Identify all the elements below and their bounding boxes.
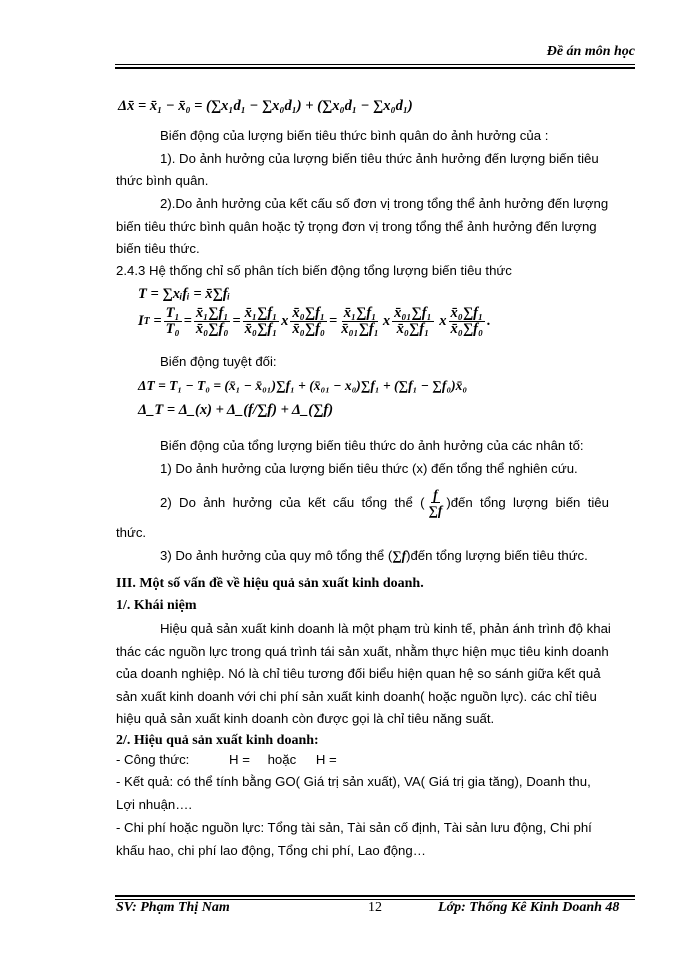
- section-heading-2: 2/. Hiệu quả sản xuất kinh doanh:: [116, 733, 319, 748]
- paragraph-line: 1) Do ảnh hưởng của lượng biến tiêu thức (x) đến tổng thể nghiên cứu.: [160, 461, 578, 476]
- bullet-line: - Kết quả: có thể tính bằng GO( Giá trị sản xuất), VA( Giá trị gia tăng), Doanh thu,: [116, 774, 591, 789]
- paragraph-line: Lợi nhuận….: [116, 797, 193, 812]
- paragraph-line: Biến động của tổng lượng biến tiêu thức do ảnh hưởng của các nhân tố:: [160, 438, 584, 453]
- paragraph-line: [160, 548, 588, 564]
- paragraph-text: 2) Do ảnh hưởng của kết cấu tổng thể (: [160, 494, 425, 510]
- numerator: x̄₁∑f₁: [244, 305, 278, 321]
- footer-student: SV: Phạm Thị Nam: [116, 900, 230, 915]
- paragraph-line: biến tiêu thức bình quân hoặc tỷ trọng đơn vị trong tổng thể ảnh hưởng đến lượng: [116, 219, 597, 234]
- formula-delta-mean: Δx̄ = x̄₁ − x̄₀ = (∑x₁d₁ − ∑x₀d₁) + (∑x₀d₁ − ∑x₀d₁): [118, 98, 413, 114]
- denominator: x̄₀∑f₁: [244, 321, 278, 337]
- paragraph-line: thức bình quân.: [116, 173, 209, 188]
- running-header: Đề án môn học: [546, 44, 635, 59]
- header-rule: [115, 64, 635, 65]
- paragraph-line: hiệu quả sản xuất kinh doanh còn được gọi là chỉ tiêu năng suất.: [116, 711, 495, 726]
- paragraph-line: thức.: [116, 525, 147, 540]
- paragraph-line: [160, 487, 632, 518]
- paragraph-line: khấu hao, chi phí lao động, Tổng chi phí, Lao động…: [116, 843, 426, 858]
- fraction: [449, 306, 486, 337]
- fraction: [243, 306, 280, 337]
- formula-sub: T: [143, 316, 150, 327]
- bullet-line: - Chi phí hoặc nguồn lực: Tổng tài sản, Tài sản cố định, Tài sản lưu động, Chi phí: [116, 820, 592, 835]
- numerator: f: [433, 487, 438, 502]
- footer-class: Lớp: Thống Kê Kinh Doanh 48: [438, 900, 620, 915]
- formula-delta-components: Δ_T = Δ_(x) + Δ_(f/∑f) + Δ_(∑f): [138, 402, 334, 418]
- paragraph-text: - Công thức:: [116, 752, 190, 767]
- formula-index-system: I T = $\frac{\text{T₁}}{\text{T₀}}$ = $\frac{\text{x̄₁∑f₁}}{\text{x̄₀∑f₀}}$ = $\frac{\text{x̄₁∑f₁}}{\text{x̄₀∑f₁}}$ x $\frac{\text{x̄₀∑f₁}}{\text{x̄₀∑f₀}}$ = $\frac{\text{x̄₁∑f₁}}{\text{x̄₀₁∑f₁}}$ x $\frac{\text{x̄₀₁∑f₁}}{\text{x̄₀∑f₁}}$ x $\frac{\text{x̄₀∑f₁}}{\text{x̄₀∑f₀}}$ .: [138, 305, 491, 337]
- denominator: x̄₀₁∑f₁: [341, 321, 379, 337]
- paragraph-text: )đến tổng lượng biến tiêu thức.: [406, 548, 588, 563]
- footer-rule-thick: [115, 895, 635, 897]
- fraction: [427, 487, 445, 518]
- fraction: [194, 306, 231, 337]
- numerator: x̄₀∑f₁: [292, 305, 325, 321]
- paragraph-text: 1). Do ảnh hưởng của lượng biến tiêu thức ảnh hưởng đến lượng biến tiêu: [160, 151, 599, 166]
- formula-h: H =: [229, 752, 250, 767]
- paragraph-line: Biến động tuyệt đối:: [160, 354, 277, 369]
- denominator: x̄₀∑f₀: [450, 321, 484, 337]
- formula-absolute-change: ΔT = T₁ − T₀ = (x̄₁ − x̄₀₁)∑f₁ + (x̄₀₁ − x₀)∑f₁ + (∑f₁ − ∑f₀)x̄₀: [138, 378, 468, 393]
- paragraph-text: )đến tổng lượng biến tiêu: [446, 494, 609, 510]
- paragraph-line: sản xuất kinh doanh với chi phí sản xuất kinh doanh( hoặc nguồn lực). các chỉ tiêu: [116, 689, 597, 704]
- section-heading-1: 1/. Khái niệm: [116, 598, 197, 613]
- denominator: T₀: [165, 321, 180, 337]
- paragraph-text: 3) Do ảnh hưởng của quy mô tổng thể (: [160, 548, 393, 563]
- formula-symbol: I: [138, 313, 144, 329]
- formula-total: T = ∑xᵢfᵢ = x̄∑fᵢ: [138, 286, 231, 302]
- paragraph-line: biến tiêu thức.: [116, 241, 200, 256]
- denominator: x̄₀∑f₀: [195, 321, 229, 337]
- paragraph-text: hoặc: [267, 752, 297, 767]
- denominator: ∑f: [428, 503, 443, 518]
- numerator: x̄₀∑f₁: [450, 305, 484, 321]
- formula-h: H =: [315, 752, 337, 767]
- bullet-line: [116, 752, 337, 768]
- numerator: x̄₁∑f₁: [195, 305, 229, 321]
- section-heading-III: III. Một số vấn đề về hiệu quả sản xuất kinh doanh.: [116, 576, 424, 591]
- fraction: [290, 306, 327, 337]
- page-number: 12: [368, 900, 382, 915]
- sum-symbol: ∑f: [392, 548, 407, 563]
- fraction: [339, 306, 381, 337]
- paragraph-line: thác các nguồn lực trong quá trình tái sản xuất, nhằm thực hiện mục tiêu kinh doanh: [116, 644, 609, 659]
- paragraph-line: Biến động của lượng biến tiêu thức bình quân do ảnh hưởng của :: [160, 128, 549, 143]
- fraction: [392, 306, 434, 337]
- paragraph-line: [160, 151, 632, 167]
- paragraph-line: Hiệu quả sản xuất kinh doanh là một phạm trù kinh tế, phản ánh trình độ khai: [160, 621, 611, 636]
- section-heading-2-4-3: 2.4.3 Hệ thống chỉ số phân tích biến động tổng lượng biến tiêu thức: [116, 263, 512, 278]
- fraction: [164, 306, 182, 337]
- header-rule-thick: [115, 67, 635, 69]
- numerator: x̄₀₁∑f₁: [394, 305, 432, 321]
- paragraph-line: 2).Do ảnh hưởng của kết cấu số đơn vị trong tổng thể ảnh hưởng đến lượng: [160, 196, 609, 211]
- numerator: T₁: [165, 305, 180, 321]
- denominator: x̄₀∑f₁: [396, 321, 430, 337]
- numerator: x̄₁∑f₁: [343, 305, 377, 321]
- paragraph-line: của doanh nghiệp. Nó là chỉ tiêu tương đối biểu hiện quan hệ so sánh giữa kết quả: [116, 666, 601, 681]
- denominator: x̄₀∑f₀: [292, 321, 325, 337]
